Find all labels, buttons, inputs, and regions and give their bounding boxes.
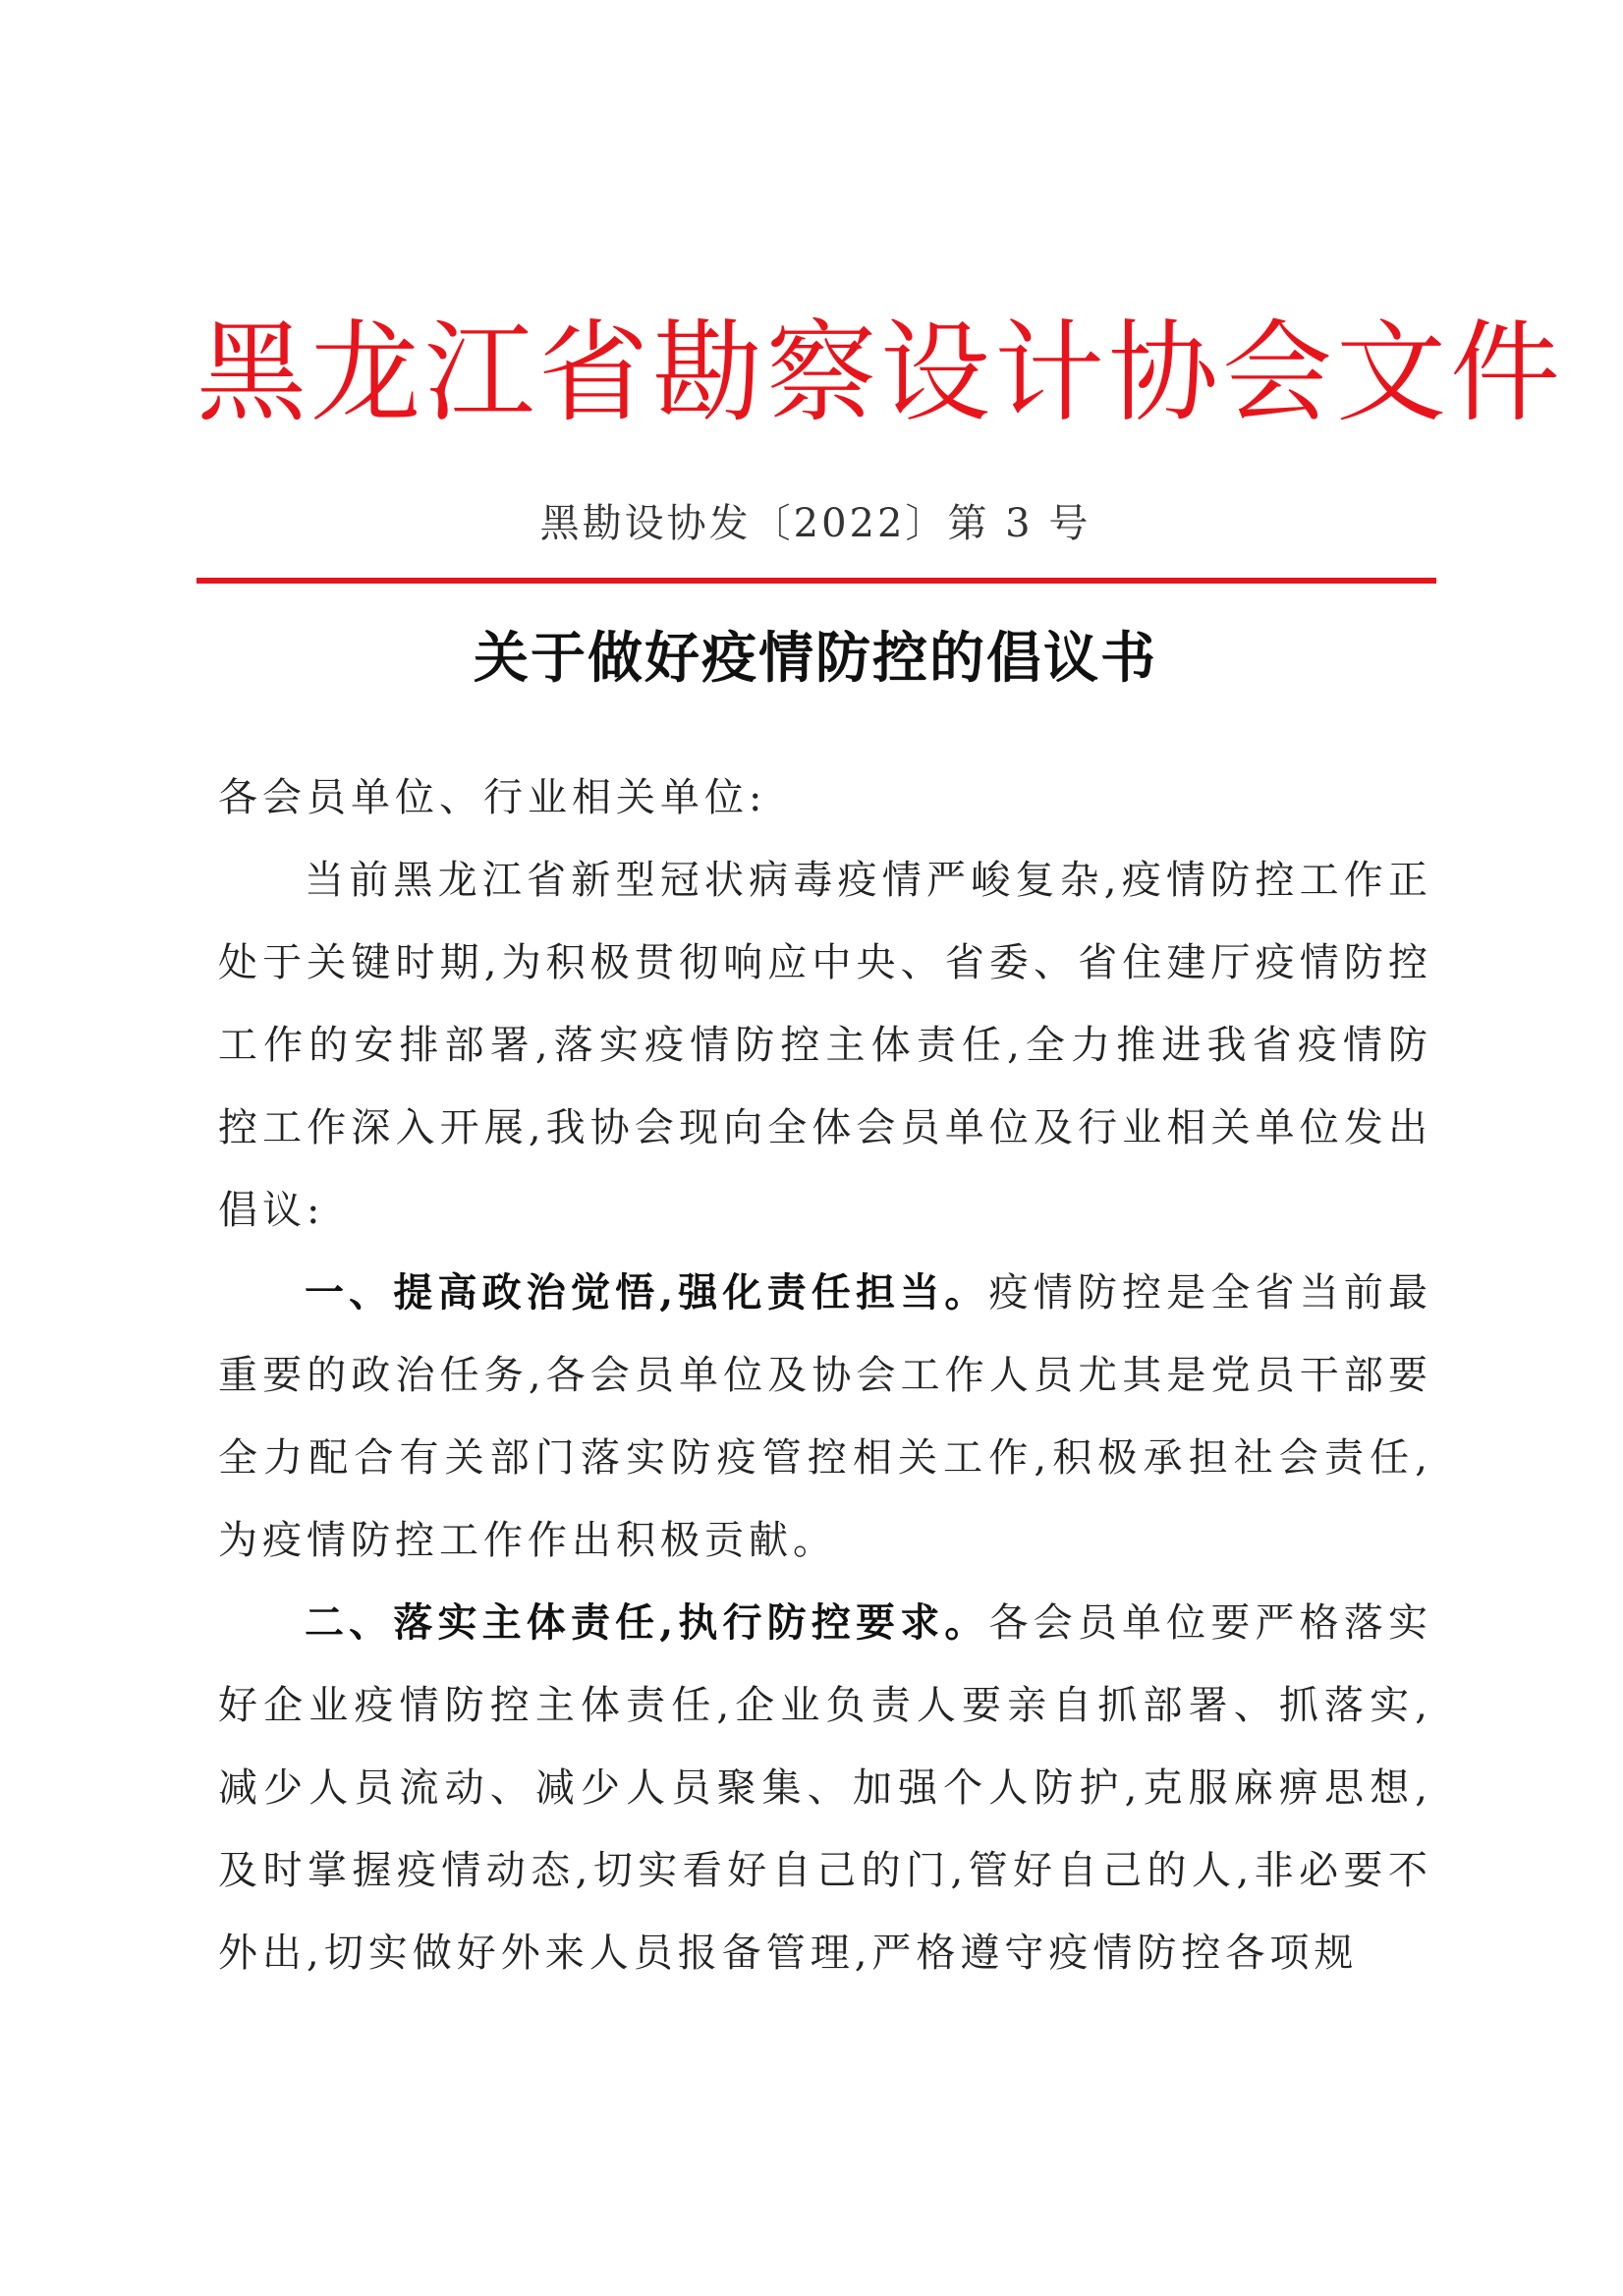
issuer-header-title: 黑龙江省勘察设计协会文件 — [196, 309, 1564, 437]
section-heading: 二、落实主体责任,执行防控要求。 — [305, 1599, 989, 1646]
paragraph-text: 疫情防控是全省当前最重要的政治任务,各会员单位及协会工作人员尤其是党员干部要全力配合有关部门落实防疫管控相关工作,积极承担社会责任,为疫情防控工作作出积极贡献。 — [218, 1270, 1432, 1563]
red-divider-line — [196, 578, 1436, 584]
section-heading: 一、提高政治觉悟,强化责任担当。 — [305, 1269, 989, 1316]
salutation: 各会员单位、行业相关单位: — [218, 775, 767, 820]
document-body — [218, 756, 1432, 1994]
paragraph-section-1 — [218, 1252, 1432, 1582]
document-title: 关于做好疫情防控的倡议书 — [474, 626, 1157, 691]
paragraph-intro — [218, 839, 1432, 1252]
paragraph-text: 各会员单位要严格落实好企业疫情防控主体责任,企业负责人要亲自抓部署、抓落实,减少人员流动、减少人员聚集、加强个人防护,克服麻痹思想,及时掌握疫情动态,切实看好自己的门,管好自己的人,非必要不外出,切实做好外来人员报备管理,严格遵守疫情防控各项规 — [218, 1600, 1432, 1976]
document-number: 黑勘设协发〔2022〕第 3 号 — [539, 501, 1091, 546]
paragraph-section-2 — [218, 1582, 1432, 1994]
paragraph-text: 当前黑龙江省新型冠状病毒疫情严峻复杂,疫情防控工作正处于关键时期,为积极贯彻响应中央、省委、省住建厅疫情防控工作的安排部署,落实疫情防控主体责任,全力推进我省疫情防控工作深入开展,我协会现向全体会员单位及行业相关单位发出倡议: — [218, 858, 1432, 1233]
